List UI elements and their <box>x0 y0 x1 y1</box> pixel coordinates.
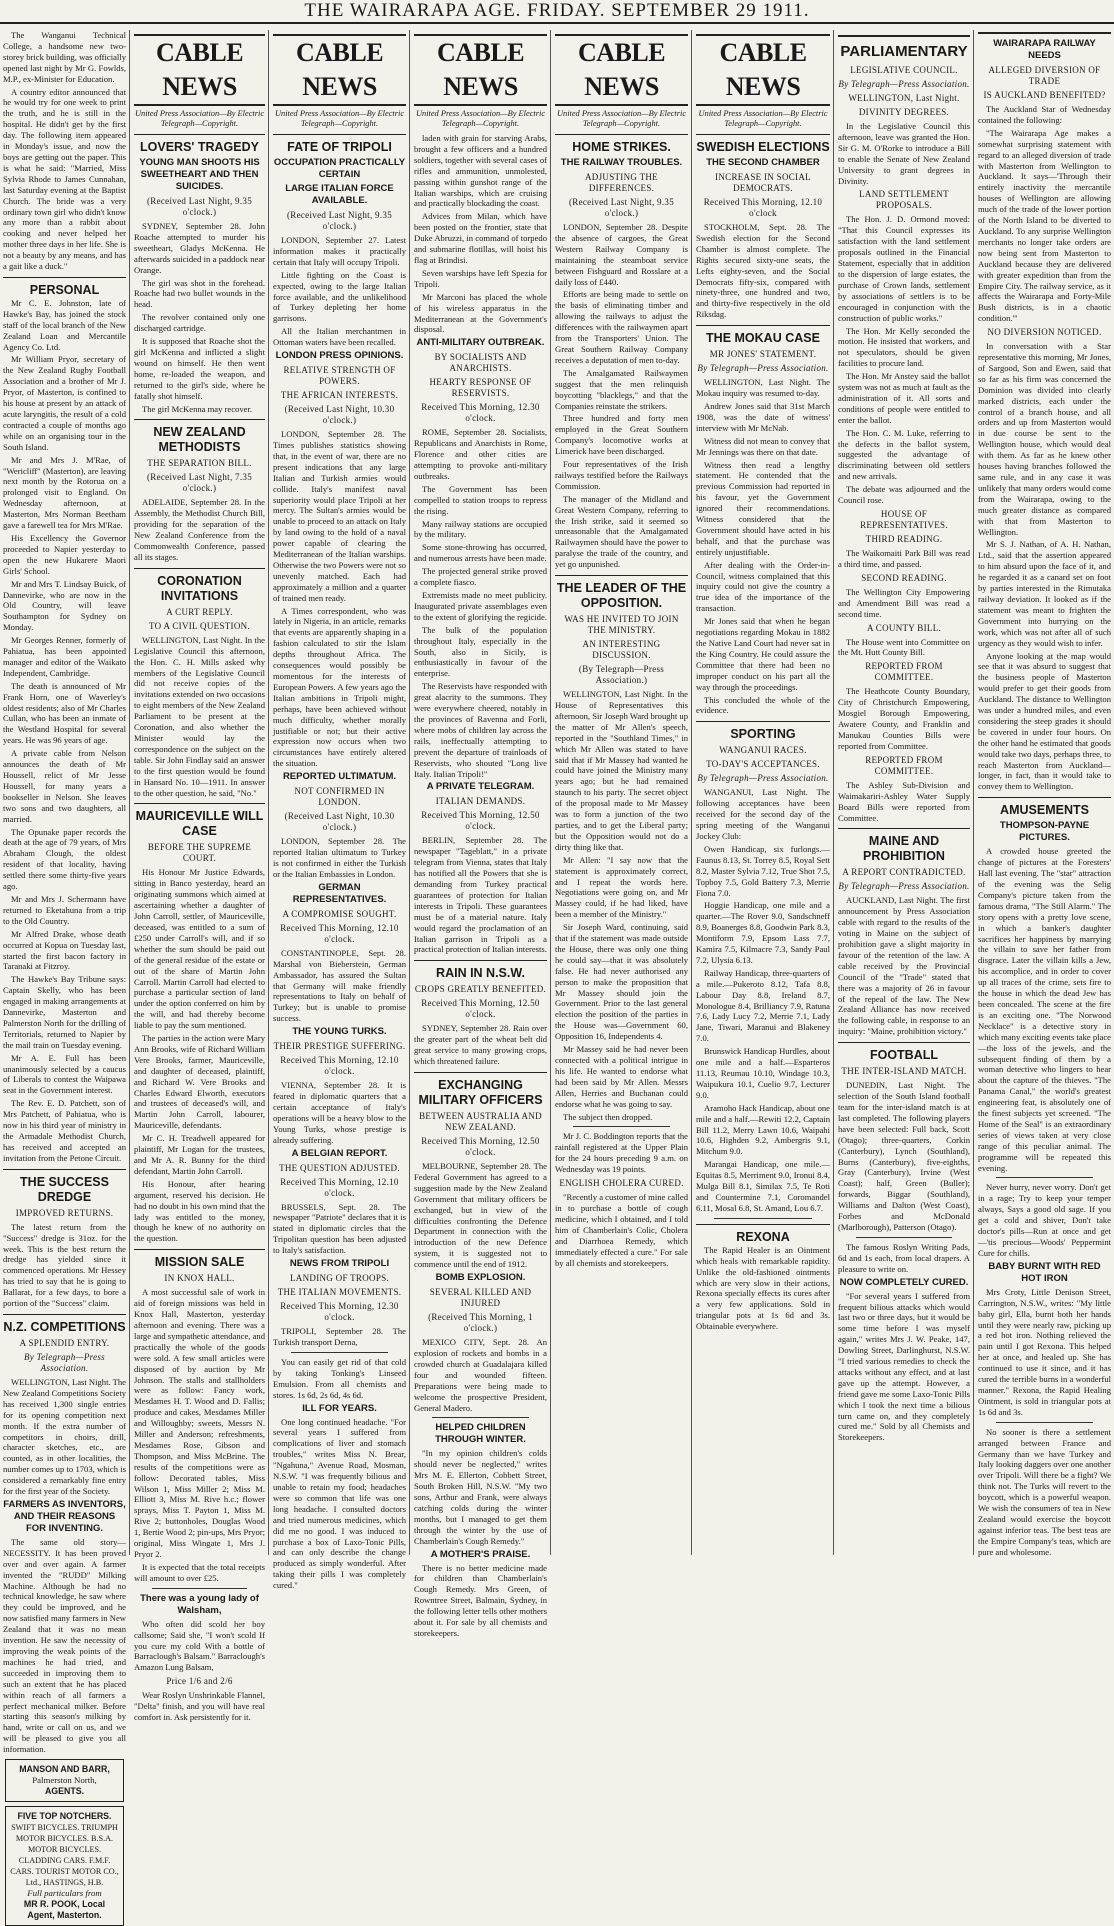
article-text: ADELAIDE, September 28. In the Assembly, the Methodist Church Bill, providing for the separation of the New Zealand Conference from the Commonwealth Conference, passed all its stages. <box>134 497 265 562</box>
divider <box>714 1218 812 1219</box>
section-heading: A PRIVATE TELEGRAM. <box>426 781 535 793</box>
article-text: The Amalgamated Railwaymen suggest that the men relinquish boycotting "blacklegs," and that the Companies reinstate the strikers. <box>555 367 688 411</box>
article-text: Mr S. J. Nathan, of A. H. Nathan, Ltd., said that the assertion appeared to him absurd upon the face of it, and he regarded it as a canard set on foot by parties interested in the Rimutaka railway deviation. It looked as if the statement was meant to frighten the Government into hurrying on the work, which was not after all of such urgency as they would wish to infer. <box>978 539 1111 648</box>
cable-news-banner: CABLE NEWS <box>696 34 830 106</box>
article-text: VIENNA, September 28. It is feared in diplomatic quarters that a certain acceptance of Italy's operations will be a heavy blow to the Young Turks, whose prestige is already suffering. <box>273 1080 406 1145</box>
byline: By Telegraph—Press Association. <box>697 773 829 784</box>
article-text: The debate was adjourned and the Council rose. <box>838 484 970 506</box>
article-text: BRUSSELS, Sept. 28. The newspaper "Patriote" declares that it is stated in diplomatic circles that the Tripolitan question has been adjusted to Italy's satisfaction. <box>273 1201 406 1256</box>
ad-heading: There was a young lady of Walsham, <box>140 1592 259 1616</box>
section-heading: LONDON PRESS OPINIONS. <box>275 350 404 362</box>
cable-news-banner: CABLE NEWS <box>273 34 406 106</box>
subheading: THE SECOND CHAMBER <box>706 157 820 168</box>
article-text: Mr Marconi has placed the whole of his wireless apparatus in the Mediterranean at the Government's disposal. <box>414 291 547 335</box>
article-text: The Hon. Mr Kelly seconded the motion. He insisted that workers, and not speculators, should be given facilities to procure land. <box>838 325 970 369</box>
column-6 <box>693 30 834 1555</box>
cable-news-banner: CABLE NEWS <box>555 34 688 106</box>
section-heading: PERSONAL <box>3 277 126 298</box>
section-heading: EXCHANGING MILITARY OFFICERS <box>414 1072 547 1108</box>
section-heading: N.Z. COMPETITIONS <box>3 1314 126 1335</box>
article-text: No sooner is there a settlement arranged between France and Germany than we have Turkey and Italy looking daggers over one another over Tripoli. Will there be a fight? We think not. The Turks will revert to the boycott, which is a powerful weapon. We wish the consumers of tea in New Zealand would exercise the boycott against inferior teas. The best teas are the Empire Company's teas, which are pure and wholesome. <box>978 1426 1111 1557</box>
article-text: After dealing with the Order-in-Council, witness complained that this inquiry could not give the country a true idea of the importance of the transaction. <box>696 559 830 614</box>
article-text: The latest return from the "Success" dredge is 31oz. for the week. This is the best return the dredge has yielded since it commenced operations. Mr Hessey has tried to say that he is going to Ballarat, for a few days, to bore a portion of the "Success" claim. <box>3 1221 126 1309</box>
article-text: His Honour, after hearing argument, reserved his decision. He had no doubt in his own mind that the lady was entitled to the money, though he knew of no authority on the question. <box>134 1178 265 1244</box>
article-text: The subject then dropped. <box>563 1111 653 1122</box>
article-text: A crowded house greeted the change of pictures at the Foresters' Hall last evening. The "star" attraction of the evening was the Selig Company's picture taken from the famous drama, "The Still Alarm." The story opens with a pretty love scene, in which a banker's daughter sacrifices her happiness by marrying the villain to save her father from disgrace. Later the villain kills a Jew, his accomplice, and in order to cover up all traces of the crime, sets fire to the house in which the dead Jew has been concealed. The scene at the fire is an exciting one. "The Norwood Necklace" is a detective story in which many exciting events take place—the loss of the jewels, and the subsequent finding of them by a woman detective who lingers to hear about the capture of the thieves. "The Panama Canal," the world's greatest engineering feat, is absolutely one of the finest subjects yet screened. "The Home of the Seal" is an extraordinary series of views taken at very close range of this peculiar animal. The programme will be repeated this evening. <box>978 846 1111 1173</box>
subheading: WANGANUI RACES. <box>719 745 807 756</box>
article-text: A most successful sale of work in aid of foreign missions was held in Knox Hall, Masterton, yesterday afternoon and evening. There was a large and sympathetic attendance, and practically the whole of the goods were sold. A few small articles were disposed of by auction by Mr Johnson. The stalls and stallholders were as follow: Fancy work, Mesdames H. T. Wood and D. Fallis; produce and cakes, Mesdames Miller and Willoughby; sweets, Messrs N. Miller and Anderson; refreshments, Mesdames Rose, Gibson and Thompson, and Miss McBrine. The results of the competitions were as follow: Decorated tables, Miss Wilson 1, Miss Miller 2; Miss M. Elliott 3, Miss M. Rive h.c.; flower sprays, Miss T. Payton 1, Miss M. Rive 2; buttonholes, Douglas Wood 1, Bertie Wood 2; pin-ups, Mrs Pryor; original, Miss Wingate 1, Mrs J. Pryor 2. <box>134 1287 265 1559</box>
article-text: Owen Handicap, six furlongs.—Faunus 8.13, St. Torrey 8.5, Royal Sett 8.2, Master Sylvia 7.12, True Shot 7.5, Topboy 7.5, Gold Battery 7.3, Merrie Fiona 7.0. <box>696 843 830 898</box>
subheading: A REPORT CONTRADICTED. <box>842 867 966 878</box>
article-text: Railway Handicap, three-quarters of a mile.—Pukeroto 8.12, Tafa 8.8, Labour Day 8.8, Ireland 8.7, Monologue 8.4, Brilliancy 7.9, Ratuna 7.6, Lady Lucy 7.2, Merrie 7.1, Lady Jane, Tiwari, Maranui and Blakeney 7.0. <box>696 967 830 1044</box>
divider <box>152 1588 247 1589</box>
article-text: The Ashley Sub-Division and Waimakariri-Ashley Water Supply Board Bills were reported from Committee. <box>838 779 970 823</box>
ad-text: Never hurry, never worry. Don't get in a rage; Try to keep your temper always, Says a good old sage. If you get a cold and shiver, Don't take doctor's pills—Run at once and get—'tis precious—Woods' Peppermint Cure for chills. <box>978 1182 1111 1258</box>
ad-heading: ILL FOR YEARS. <box>302 1402 377 1414</box>
subheading: THOMPSON-PAYNE PICTURES. <box>999 820 1090 844</box>
masthead: THE WAIRARAPA AGE. FRIDAY. SEPTEMBER 29 1911. <box>0 0 1114 24</box>
subheading: A COMPROMISE SOUGHT. <box>282 908 397 919</box>
article-text: LONDON, September 28. The reported Italian ultimatum to Turkey is not confirmed in either the Turkish or the Italian Embassies in London. <box>273 836 406 879</box>
article-text: laden with grain for starving Arabs, brought a few officers and a hundred soldiers, together with several cases of rifles and ammunition, unmolested, passing within gunshot range of the Italian warships, which are cruising and practically blockading the coast. <box>414 133 547 209</box>
article-text: Advices from Milan, which have been posted on the frontier, state that Duke Abruzzi, in command of torpedo and submarine flotillas, will hoist his flag at Brindisi. <box>414 211 547 265</box>
divider <box>996 1177 1093 1178</box>
article-text: His Excellency the Governor proceeded to Napier yesterday to open the new Hukarere Maori Girls' School. <box>3 532 126 576</box>
subheading: RELATIVE STRENGTH OF POWERS. <box>283 365 396 387</box>
article-text: Extremists made no meet publicity. Inaugurated private assemblages even to the extent of glorifying the regicide. <box>414 590 547 622</box>
subheading: LARGE ITALIAN FORCE AVAILABLE. <box>285 183 394 206</box>
ad-heading: HELPED CHILDREN THROUGH WINTER. <box>435 1422 526 1446</box>
section-heading: RAIN IN N.S.W. <box>414 960 547 981</box>
received-line: Received This Morning, 12.50 o'clock. <box>421 810 540 832</box>
article-text: His Honour Mr Justice Edwards, sitting in Banco yesterday, heard an originating summons which aimed at ascertaining whether a daughter of John Carroll, settler, of Mauriceville, deceased, was entitled to a sum of £250 under Carroll's will, and if so whether the sum should be paid out of the general residue of the estate or out of the share of Martin John Carroll. Martin Carroll had elected to purchase a particular section of land under the option conferred on him by the will, and had thereby become liable to pay the sum mentioned. <box>134 867 265 1031</box>
article-text: Mr Allen: "I say now that the statement is approximately correct, and I repeat the words here. Negotiations were going on, and Mr Massey could, if he had liked, have been a member of the Ministry." <box>555 854 688 920</box>
received-line: Received This Morning, 12.50 o'clock. <box>421 998 540 1020</box>
ad-text: There is no better medicine made for children than Chamberlain's Cough Remedy. Mrs Green, of Rowntree Street, Balmain, Sydney, in the following letter tells other mothers about it. For sale by all chemists and storekeepers. <box>414 1562 547 1638</box>
subheading: WAS HE INVITED TO JOIN THE MINISTRY. <box>564 614 679 636</box>
section-heading: FARMERS AS INVENTORS, AND THEIR REASONS FOR INVENTING. <box>3 1498 126 1534</box>
article-text: Aramoho Hack Handicap, about one mile and a half.—Rewiti 12.2, Captain Bill 11.2, Merry Lawn 10.6, Waipahi 10.6, Highden 9.2, Ambergris 9.1, Mitchum 9.0. <box>696 1102 830 1157</box>
subheading: YOUNG MAN SHOOTS HIS SWEETHEART AND THEN SUICIDES. <box>139 157 260 192</box>
received-line: Received This Morning, 12.10 o'clock. <box>280 1055 399 1077</box>
section-heading: MAINE AND PROHIBITION <box>838 828 970 864</box>
article-text: CONSTANTINOPLE, Sept. 28. Marshal von Bieberstein, German Ambassador, has assured the Sultan that Germany will make friendly representations to Italy on behalf of Turkey; but is unable to promise success. <box>273 947 406 1024</box>
article-text: A private cable from Nelson announces the death of Mr Houssell, relict of Mr Jesse Houssell, for many years a bookseller in Nelson. She leaves two sons and two daughters, all married. <box>3 748 126 824</box>
received-line: Received This Morning, 12.10 o'clock. <box>280 1176 399 1198</box>
subheading: OCCUPATION PRACTICALLY CERTAIN <box>273 157 406 180</box>
section-heading: THE SUCCESS DREDGE <box>3 1169 126 1205</box>
article-text: The Wellington City Empowering and Amendment Bill was read a second time. <box>838 586 970 619</box>
received-line: (Received This Morning, 1 o'clock.) <box>428 1312 533 1334</box>
article-text: "The Wairarapa Age makes a somewhat surprising statement with regard to an alleged diversion of trade with Masterton from Wellington to Auckland. It says—'Through their entirely inactivity the mercantile houses of Wellington are allowing much of the trade of the lower portion of the North Island to be diverted to Auckland. To any surprise Wellington merchants no longer take orders are now being sent from Masterton to Auckland because they are delivered with greater expedition than from the Empire City. The railway service, as it affects the Wairarapa and Forty-Mile Bush districts, is in a chaotic condition.'" <box>978 127 1111 324</box>
article-text: The Heathcote County Boundary, City of Christchurch Empowering, Mosgiel Borough Empowering, Awatere County, and Franklin and Manukau Counties Bills were reported from Committee. <box>838 686 970 751</box>
section-heading: LOVERS' TRAGEDY <box>134 134 265 155</box>
article-text: Mr J. C. Boddington reports that the rainfall registered at the Upper Plain for the 24 hours preceding 9 a.m. on Wednesday was 19 points. <box>555 1131 688 1175</box>
article-text: The Reservists have responded with great alacrity to the summons. They were everywhere cheered, notably in the provinces of Ravenna and Forli, where mobs of children lay across the rails, ineffectually attempting to prevent the departure of trainloads of Reservists, who shouted "Long live Italy. Italian Tripoli!" <box>414 681 547 779</box>
received-line: Received This Morning, 12.10 o'clock. <box>280 922 399 944</box>
subheading: SEVERAL KILLED AND INJURED <box>429 1287 532 1309</box>
article-text: Witness did not mean to convey that Mr Jennings was there on that date. <box>696 435 830 457</box>
section-heading: NEWS FROM TRIPOLI <box>289 1258 390 1270</box>
cable-subtitle: United Press Association—By Electric Telegraph—Copyright. <box>415 109 546 128</box>
ad-text: You can easily get rid of that cold by taking Tonking's Linseed Emulsion. From all chemists and stores. 1s 6d, 2s 6d, 4s 6d. <box>273 1356 406 1400</box>
article-text: The projected general strike proved a complete fiasco. <box>414 566 547 588</box>
article-text: The revolver contained only one discharged cartridge. <box>134 312 265 334</box>
ad-heading: NOW COMPLETELY CURED. <box>839 1276 969 1288</box>
article-text: TRIPOLI, September 28. The Turkish transport Derna, <box>273 1326 406 1347</box>
article-text: The Rev. E. D. Patchett, son of Mrs Patchett, of Pahiatua, who is now in his third year of ministry in the Armadale Methodist Church, has received and accepted an invitation from the Petone Circuit. <box>3 1098 126 1163</box>
article-text: Mr C. H. Treadwell appeared for plaintiff, Mr Logan for the trustees, and Mr A. R. Bunny for the third defendant, Martin John Carroll. <box>134 1133 265 1176</box>
subheading: AN INTERESTING DISCUSSION. <box>582 639 661 661</box>
byline: By Telegraph—Press Association. <box>838 79 970 89</box>
subheading: NOT CONFIRMED IN LONDON. <box>294 786 385 808</box>
ad-location: Palmerston North, <box>32 1775 97 1786</box>
section-heading: CORONATION INVITATIONS <box>134 568 265 604</box>
article-text: Mr and Mrs T. Lindsay Buick, of Dannevirke, who are now in the Old Country, will leave Southampton for Sydney on Monday. <box>3 578 126 633</box>
article-text: The Wanganui Technical College, a handsome new two-storey brick building, was officially opened last night by Mr G. Fowlds, M.P., ex-Minister for Education. <box>3 30 126 84</box>
article-text: The Government has been compelled to station troops to repress the rising. <box>414 483 547 516</box>
ad-text: One long continued headache. "For several years I suffered from complications of liver and stomach troubles," writes Miss N. Brear, "Ngahuna," Avenue Road, Mosman, N.S.W. "I was frequently bilious and unable to retain my food; headaches were so common that life was one long headache. I consulted doctors and tried numerous medicines, which did me no good. I was induced to purchase a box of Laxo-Tonic Pills, and can only describe the change produced as simply wonderful. After taking their pills I was completely cured." <box>273 1416 406 1591</box>
article-text: It is supposed that Roache shot the girl McKenna and inflicted a slight wound on himself. He then went home, re-loaded the weapon, and returned to the girl's side, where he fatally shot himself. <box>134 336 265 401</box>
article-text: Witness then read a lengthy statement. He contended that the previous Commission had reported in his favour, yet the Government ignored their recommendations. Witness considered that the Government should have acted in his behalf, and that the purchase was entirely unjustifiable. <box>696 459 830 557</box>
subheading: THE RAILWAY TROUBLES. <box>560 157 683 168</box>
subheading: NO DIVERSION NOTICED. <box>987 327 1102 338</box>
section-heading: THE YOUNG TURKS. <box>292 1026 387 1038</box>
article-text: SYDNEY, September 28. Rain over the greater part of the wheat belt did great service to many growing crops, which threatened failure. <box>414 1023 547 1067</box>
received-line: (Received Last Night, 9.35 o'clock.) <box>286 210 393 231</box>
article-text: The death is announced of Mr Frank Horn, one of Waverley's oldest residents; also of Mr Charles Cullan, who has been an inmate of the Westland Hospital for several years. He was 96 years of age. <box>3 680 126 746</box>
ad-text: Who often did scold her boy callsome; Said she, "I won't scold If you cure my cold With a bottle of Barraclough's Balsam." Barraclough's Amazon Lung Balsam, <box>134 1618 265 1673</box>
article-text: Mr Massey said he had never been connected with a political intrigue in his life. He wanted to endorse what had been said by Mr Allen. Messrs Allen, Herries and Buchanan could endorse what he was going to say. <box>555 1044 688 1109</box>
received-line: (Received Last Night, 10.30 o'clock.) <box>284 404 395 426</box>
subheading: THEIR PRESTIGE SUFFERING. <box>273 1041 406 1052</box>
article-text: Brunswick Handicap Hurdles, about one mile and a half.—Esparteros 11.13, Reumau 10.10, Windage 10.3, Waipukura 10.1, Cuelio 9.7, Lecturer 9.0. <box>696 1046 830 1100</box>
article-text: The girl McKenna may recover. <box>142 403 253 414</box>
ad-text: The famous Roslyn Writing Pads, 6d and 1s each, from local drapers. A pleasure to write on. <box>838 1241 970 1274</box>
subheading: INCREASE IN SOCIAL DEMOCRATS. <box>715 172 811 193</box>
article-text: Hoggie Handicap, one mile and a quarter.—The Rover 9.0, Sandschneff 8.9, Boanerges 8.8, Goodwin Park 8.3, Montiform 7.9, Epsom Lass 7.7, Kamira 7.5, Kilmacre 7.3, Sandy Paul 7.2, Ulysia 6.13. <box>696 900 830 965</box>
divider <box>996 1422 1093 1423</box>
subheading: ALLEGED DIVERSION OF TRADE <box>988 65 1101 86</box>
subheading: THE QUESTION ADJUSTED. <box>279 1162 400 1173</box>
subheading: TO-DAY'S ACCEPTANCES. <box>706 759 820 770</box>
article-text: The Hon. C. M. Luke, referring to the defects in the ballot system, suggested the advantage of discriminating between old settlers and new arrivals. <box>838 427 970 482</box>
ad-role: AGENTS. <box>44 1786 85 1797</box>
section-heading: HOME STRIKES. <box>555 134 688 155</box>
section-heading: A BELGIAN REPORT. <box>291 1147 388 1159</box>
ad-text: "For several years I suffered from frequent bilious attacks which would last two or three days, but it would be some time before I was myself again," writes Mrs J. W. Peake, 147, Dowling Street, Darlinghurst, N.S.W. "I tried various remedies to check the attacks without any effect, and at last gave up the attempt. However, a friend gave me some Laxo-Tonic Pills which I took the next time a bilious turn came on, and they completely cured me." Sold by all Chemists and Storekeepers. <box>838 1290 970 1443</box>
ad-text: Mrs Croty, Little Denison Street, Carrington, N.S.W., writes: "My little baby girl, Ella, burnt both her hands until they were nearly raw, picking up a red hot iron. Nothing relieved the pain until I got Rexona. This helped her at once, and healed up. She has continued to use it since, and it has cured the terrible burns in a wonderful manner." Rexona, the Rapid Healing Ointment, is sold in triangular pots at 1s 6d and 3s. <box>978 1286 1111 1417</box>
article-text: Mr A. E. Full has been unanimously selected by a caucus of Liberals to contest the Waipawa seat in the Government interest. <box>3 1052 126 1096</box>
article-text: The bulk of the population throughout Italy, especially in the South, also in Sicily, is enthusiastically in favour of the enterprise. <box>414 624 547 679</box>
ad-heading: ENGLISH CHOLERA CURED. <box>559 1178 684 1189</box>
subheading: IMPROVED RETURNS. <box>15 1207 114 1218</box>
article-text: Anyone looking at the map would see that it was absurd to suggest that the business people of Masterton would prefer to get their goods from Auckland. The distance to Wellington was under a hundred miles, and even considering the steep grades it should be covered in under four hours. On the other hand he estimated that goods would take two days, perhaps three, to reach Masterton from Auckland—longer, in fact, than it would take to convey them to Wellington. <box>978 650 1111 792</box>
article-text: Many railway stations are occupied by the military. <box>414 518 547 540</box>
ad-name: MANSON AND BARR, <box>19 1764 110 1775</box>
ad-price: Price 1/6 and 2/6 <box>166 1676 233 1687</box>
article-text: Mr William Pryor, secretary of the New Zealand Rugby Football Association and a brother of Mr J. Pryor, of Masterton, is confined to his house at present by an attack of acute laryngitis, the result of a cold contracted a couple of months ago while on an organising tour in the South Island. <box>3 354 126 452</box>
article-text: MELBOURNE, September 28. The Federal Government has agreed to a suggestion made by the New Zealand Government that military officers be exchanged, but in view of the difficulties confronting the Defence Department in connection with the introduction of the new Defence system, it is suggested not to commence until the end of 1912. <box>414 1161 547 1270</box>
section-heading: REPORTED ULTIMATUM. <box>282 771 397 783</box>
received-line: (Received Last Night, 9.35 o'clock.) <box>568 197 675 218</box>
section-heading: MAURICEVILLE WILL CASE <box>134 803 265 839</box>
ad-text: "In my opinion children's colds should never be neglected," writes Mrs M. E. Ellerton, Cobbett Street, South Broken Hill, N.S.W. "My two sons, Arthur and Frank, were always catching colds during the winter months, but I managed to get them through the winter by the use of Chamberlain's Cough Remedy." <box>414 1448 547 1546</box>
subheading: CROPS GREATLY BENEFITED. <box>414 984 547 995</box>
article-text: LONDON, September 28. Despite the absence of cargoes, the Great Western Railway Company is maintaining the steamboat service between Fishguard and Rosslare at a daily loss of £440. <box>555 222 688 287</box>
byline: By Telegraph—Press Association. <box>697 363 829 374</box>
article-text: The girl was shot in the forehead. Roache had two bullet wounds in the head. <box>134 277 265 310</box>
subheading: REPORTED FROM COMMITTEE. <box>865 661 943 683</box>
ad-agent: MR R. POOK, Local Agent, Masterton. <box>23 1899 106 1921</box>
received-line: Received This Morning, 12.10 o'clock <box>703 197 823 218</box>
byline: (By Telegraph—Press Association.) <box>578 664 665 686</box>
ad-text: The Rapid Healer is an Ointment which heals with remarkable rapidity. Unlike the old-fashioned ointments which are very slow in their actions, Rexona specially effects its cures after a very few applications. Sold in triangular pots at 1s 6d and 3s. Obtainable everywhere. <box>696 1244 830 1332</box>
article-text: In the Legislative Council this afternoon, leave was granted the Hon. Sir G. M. O'Rorke to introduce a Bill to enable the Senate of New Zealand University to grant degrees in Divinity. <box>838 121 970 186</box>
divider <box>573 1126 670 1127</box>
article-text: SYDNEY, September 28. John Roache attempted to murder his sweetheart, Gladys McKenna. He afterwards suicided in a paddock near Orange. <box>134 221 265 275</box>
subheading: REPORTED FROM COMMITTEE. <box>865 754 943 776</box>
ad-text: Wear Roslyn Unshrinkable Flannel, "Delta" finish, and you will have real comfort in. Ask persistently for it. <box>134 1690 265 1723</box>
section-heading: GERMAN REPRESENTATIVES. <box>292 881 387 905</box>
subheading: LAND SETTLEMENT PROPOSALS. <box>859 189 949 211</box>
article-text: The Auckland Star of Wednesday contained the following: <box>978 104 1111 125</box>
article-text: MEXICO CITY, Sept. 28. An explosion of rockets and bombs in a crowded church at Guadalajara killed four and wounded fifteen. Preparations were being made to welcome the prospective President, General Madero. <box>414 1337 547 1413</box>
subheading: MR JONES' STATEMENT. <box>709 349 817 360</box>
article-text: A Times correspondent, who was lately in Nigeria, in an article, remarks that events are apparently shaping in a fashion calculated to stir the Islam depths throughout Africa. The consequences would possibly be momentous for the interests of European Powers. A few years ago the Italian ambitions in Tripoli might, perhaps, have been achieved without much difficulty, whether morally justifiable or not; but their active expression now occurs when two circumstances have entirely altered the situation. <box>273 605 406 769</box>
subheading: A SPLENDID ENTRY. <box>19 1337 110 1348</box>
subheading: HOUSE OF REPRESENTATIVES. <box>860 509 948 530</box>
article-text: Three hundred and forty men employed in the Great Southern Company's locomotive works at Limerick have been discharged. <box>555 413 688 457</box>
subheading: IN KNOX HALL. <box>164 1273 235 1284</box>
section-heading: FATE OF TRIPOLI <box>273 134 406 155</box>
section-heading: PARLIAMENTARY <box>838 35 970 62</box>
subheading: A CURT REPLY. <box>166 606 233 617</box>
article-text: Little fighting on the Coast is expected, owing to the large Italian force available, and the unlikelihood of Turkey depleting her home garrisons. <box>273 269 406 324</box>
subheading: A COUNTY BILL. <box>866 622 942 633</box>
article-text: The parties in the action were Mary Ann Brooks, wife of Richard William Vere Brooks, farmer, Mauriceville, and daughter of deceased, plaintiff, and Richard W. Vere Brooks and Charles Edward Elworth, executors and trustees of deceased's will, and Martin John Carroll, labourer, Mauriceville, defendants. <box>134 1033 265 1131</box>
subheading: BY SOCIALISTS AND ANARCHISTS. <box>434 352 527 374</box>
section-heading: SPORTING <box>696 721 830 742</box>
cable-subtitle: United Press Association—By Electric Telegraph—Copyright. <box>556 109 687 128</box>
article-text: Some stone-throwing has occurred, and numerous arrests have been made. <box>414 542 547 564</box>
section-heading: FOOTBALL <box>838 1042 970 1063</box>
advertisement <box>5 1806 124 1926</box>
article-text: The manager of the Midland and Great Western Company, referring to the Irish strike, said it seemed so unreasonable that the Amalgamated Railwaymen should have the power to paralyse the trade of the country, and yet go unpunished. <box>555 493 688 570</box>
subheading: BEFORE THE SUPREME COURT. <box>147 842 252 864</box>
divider <box>291 1352 388 1353</box>
byline: By Telegraph—Press Association. <box>838 881 970 892</box>
subheading: IS AUCKLAND BENEFITED? <box>983 90 1106 100</box>
subheading: THE INTER-ISLAND MATCH. <box>841 1066 967 1077</box>
received-line: Received This Morning, 12.50 o'clock. <box>421 1136 540 1157</box>
article-text: Four representatives of the Irish railways testified before the Railways Commission. <box>555 459 688 491</box>
subheading: DIVINITY DEGREES. <box>858 107 950 117</box>
subheading: LEGISLATIVE COUNCIL. <box>850 65 958 75</box>
received-line: (Received Last Night, 10.30 o'clock.) <box>284 811 395 833</box>
article-text: WELLINGTON, Last Night. The New Zealand Competitions Society has received 1,300 single entries for its opening competition next month. If the extra number of competitors in choirs, drill, character sketches, etc., are counted, as in other localities, the number comes up to 1703, which is considered a remarkably fine entry for the first year of the Society. <box>3 1376 126 1497</box>
article-text: Mr and Mrs J. M'Rae, of "Wericliff" (Masterton), are leaving next month by the Rotorua on a prolonged visit to England. On Wednesday afternoon, at Masterton, Mrs Norman Beetham gave a farewell tea for Mrs M'Rae. <box>3 454 126 531</box>
column-2 <box>131 30 269 1723</box>
cable-news-banner: CABLE NEWS <box>134 34 265 106</box>
received-line: (Received Last Night, 7.35 o'clock.) <box>146 472 253 494</box>
section-heading: ANTI-MILITARY OUTBREAK. <box>416 337 545 349</box>
ad-text: Full particulars from <box>27 1888 102 1899</box>
column-4 <box>411 30 551 1638</box>
article-text: WANGANUI, Last Night. The following acceptances have been received for the second day of the spring meeting of the Wanganui Jockey Club: <box>696 787 830 841</box>
article-text: The Waikomaiti Park Bill was read a third time, and passed. <box>838 548 970 569</box>
article-text: LONDON, September 28. The Times publishes statistics showing that, in the event of war, there are no present indications that any large Italian and Turkish armies would collide. Italy's manifest naval superiority would place Tripoli at her mercy. The Sultan's armies would be unable to proceed to an attack on Italy by land owing to the hold of a naval power capable of clearing the Mediterranean of the Italian warships. Otherwise the two Powers were not so unevenly matched. Each had approximately a million and a quarter of trained men ready. <box>273 429 406 603</box>
subheading: ADJUSTING THE DIFFERENCES. <box>585 172 658 193</box>
article-text: Mr Georges Renner, formerly of Pahiatua, has been appointed manager and editor of the Waikato Independent, Cambridge. <box>3 635 126 678</box>
divider <box>856 1237 952 1238</box>
subheading: HEARTY RESPONSE OF RESERVISTS. <box>429 377 532 399</box>
advertisement <box>5 1759 124 1802</box>
article-text: Mr Jones said that when he began negotiations regarding Mokau in 1882 the Native Land Court had never sat in the King Country. He could assure the Committee that there had been no improper conduct on his part all the way through the proceedings. <box>696 616 830 692</box>
cable-news-banner: CABLE NEWS <box>414 34 547 106</box>
subheading: ITALIAN DEMANDS. <box>435 796 526 807</box>
article-text: The Hon. J. D. Ormond moved: "That this Council expresses its satisfaction with the land settlement proposals outlined in the Financial Statement, especially that in addition to the dispersion of large estates, the purchase of Crown lands, settlement by associations of settlers is to be encouraged in conjunction with the construction of public works." <box>838 214 970 323</box>
received-line: Received This Morning, 12.30 o'clock. <box>421 402 540 424</box>
article-text: BERLIN, September 28. The newspaper "Tageblatt," in a private telegram from Vienna, states that Italy has notified all the Powers that she is demanding from Turkey practical guarantees of protection for Italian interests in Tripoli. These guarantees must be of a material nature. Italy would regard the proclamation of an Italian garrison in Tripoli as a practical protection of Italian interests. <box>414 835 547 955</box>
received-line: (Received Last Night, 9.35 o'clock.) <box>146 196 253 217</box>
ad-title: FIVE TOP NOTCHERS. <box>17 1811 112 1822</box>
ad-body: SWIFT BICYCLES. TRIUMPH MOTOR BICYCLES. B.S.A. MOTOR BICYCLES. CLADDING CARS. F.M.F. CARS. TOURIST MOTOR CO., Ltd., HASTINGS, H.B. <box>10 1823 119 1888</box>
article-text: Marangai Handicap, one mile.—Equitas 8.5, Merriment 9.0, Ironui 8.4, Mulga Bill 8.1, Similax 7.5, Te Roti and Countermine 7.1, Coromandel 6.11, Mosal 6.8, St. Amand, Lou 6.7. <box>696 1159 830 1213</box>
article-text: Sir Joseph Ward, continuing, said that if the statement was made outside the House, there was only one thing he could say—that it was absolutely false. He had never authorised any person to make the proposition that Mr Massey should join the Government. Prior to the last general election the position of the parties in the House was—Government 60, Opposition 16, Independents 4. <box>555 922 688 1042</box>
article-text: The Hawke's Bay Tribune says: Captain Skelly, who has been engaged in making arrangements at Dannevirke, Masterton and Palmerston North for the drilling of Territorials, returned to Napier by the mail train on Tuesday evening. <box>3 974 126 1050</box>
article-text: Seven warships have left Spezia for Tripoli. <box>414 267 547 289</box>
cable-subtitle: United Press Association—By Electric Telegraph—Copyright. <box>274 109 405 128</box>
article-text: The House went into Committee on the Mt. Hutt County Bill. <box>838 636 970 658</box>
section-heading: BOMB EXPLOSION. <box>435 1272 526 1284</box>
ad-heading: BABY BURNT WITH RED HOT IRON <box>988 1260 1101 1284</box>
article-text: This concluded the whole of the evidence. <box>696 694 830 716</box>
article-text: All the Italian merchantmen in Ottoman waters have been recalled. <box>273 326 406 348</box>
subheading: BETWEEN AUSTRALIA AND NEW ZEALAND. <box>419 1111 542 1132</box>
subheading: THIRD READING. <box>865 534 943 544</box>
ad-text: "Recently a customer of mine called in to purchase a bottle of cough medicine, which I obtained, and I told him of Chamberlain's Colic, Cholera and Diarrhoea Remedy, which immediately effected a cure." For sale by all chemists and storekeepers. <box>555 1192 688 1268</box>
cable-subtitle: United Press Association—By Electric Telegraph—Copyright. <box>134 109 265 128</box>
article-text: WELLINGTON, Last Night. In the House of Representatives this afternoon, Sir Joseph Ward brought up the matter of Mr Allen's speech, reported in the "Southland Times," in which Mr Allen was stated to have said that if Mr Massey had wanted he could have joined the Ministry many years ago; but he had remained staunch to his party. The secret object of the proposal made to Mr Massey was to form a junction of the two parties, and to get the Liberal party; but the Opposition would not do a dirty thing like that. <box>555 689 688 852</box>
subheading: LANDING OF TROOPS. <box>290 1273 389 1284</box>
section-heading: SWEDISH ELECTIONS <box>696 134 830 155</box>
subheading: THE SEPARATION BILL. <box>147 458 252 469</box>
column-7 <box>835 30 974 1555</box>
ad-heading: REXONA <box>696 1224 830 1245</box>
article-text: AUCKLAND, Last Night. The first announcement by Press Association cable with regard to the results of the voting in Maine on the subject of prohibition gave a slight majority in favour of the retention of the law. A cable received by the Provincial Council of the "Trade" stated that there was a majority of 26 in favour of the repeal of the law. The New Zealand Alliance has now received the following cable, in response to an inquiry: "Maine, prohibition victory." <box>838 895 970 1037</box>
article-text: Efforts are being made to settle on the basis of eliminating timber and allowing the railways to adjust the differences with the railwaymen apart from the Transporters' Union. The Great Southern Railway Company receives a deputation of men to-day. <box>555 289 688 365</box>
section-heading: THE LEADER OF THE OPPOSITION. <box>555 575 688 611</box>
article-text: WELLINGTON, Last Night. In the Legislative Council this afternoon, the Hon. C. H. Mills asked why members of the Legislative Council did not receive copies of the invitations extended on two occasions to eight members of the New Zealand Parliament to be present at the Coronation, and also whether the Minister would lay the correspondence on the subject on the table. Sir John Findlay said an answer to the first question would be found in Hansard No. 10—1911. In answer to the other question, he said, "No." <box>134 634 265 798</box>
article-text: Andrew Jones said that 31st March 1908, was the date of witness' interview with Mr McNab. <box>696 400 830 433</box>
column-3 <box>270 30 410 1591</box>
divider <box>432 1417 529 1418</box>
article-text: The same old story—NECESSITY. It has been proved over and over again. A farmer invented the "RUDD" Milking Machine. Although he had no technical knowledge, he saw where they could be improved, and he now satisfied many farmers in New Zealand that it was no mean invention. He saw the necessity of improving the weak points of the machines he had tried, and succeeded in improving them to such an extent that he has placed within reach of all farmers a perfect mechanical milker. Before starting this season's milking by hand, write or call on us, and we will be pleased to give you all information. <box>3 1536 126 1755</box>
section-heading: THE MOKAU CASE <box>696 325 830 346</box>
article-text: Mr Alfred Drake, whose death occurred at Kopua on Tuesday last, started the first bacon factory in Taranaki at Fitzroy. <box>3 928 126 972</box>
received-line: Received This Morning, 12.30 o'clock. <box>280 1301 399 1323</box>
article-text: The Opunake paper records the death at the age of 79 years, of Mrs Abraham Clough, the oldest resident of that locality, having settled there some thirty-five years ago. <box>3 826 126 892</box>
subheading: TO A CIVIL QUESTION. <box>149 620 250 631</box>
article-text: LONDON, September 27. Latest information makes it practically certain that Italy will occupy Tripoli. <box>273 235 406 267</box>
article-text: Mr and Mrs J. Schermann have returned to Eketahuna from a trip to the Old Country. <box>3 893 126 926</box>
article-text: A country editor announced that he would try for one week to print the truth, and he is still in the hospital. He didn't get by the first day. The following item appeared in Monday's issue, and now the boys are getting out the paper. This is what he said: "Married, Miss Sylvia Rhode to James Cunnahan, last Saturday evening at the Baptist Church. The bride was a very ordinary town girl who didn't know any more than a rabbit about cooking and never helped her mother three days in her life. She is not a beauty by any means, and has a gait like a duck." <box>3 86 126 272</box>
article-text: WELLINGTON, Last Night. The Mokau inquiry was resumed to-day. <box>696 377 830 399</box>
section-heading: NEW ZEALAND METHODISTS <box>134 419 265 455</box>
article-text: The Hon. Mr Anstey said the ballot system was not as much at fault as the administration of it. All sorts and conditions of people were entitled to enter the ballot. <box>838 371 970 425</box>
section-heading: MISSION SALE <box>134 1249 265 1270</box>
column-1 <box>0 30 130 1921</box>
column-5 <box>552 30 692 1555</box>
section-heading: WAIRARAPA RAILWAY NEEDS <box>978 32 1111 62</box>
column-8 <box>975 30 1114 1555</box>
subheading: THE ITALIAN MOVEMENTS. <box>277 1287 402 1298</box>
article-text: Mr C. E. Johnston, late of Hawke's Bay, has joined the stock staff of the local branch of the New Zealand Loan and Mercantile Agency Co. Ltd. <box>3 297 126 352</box>
subheading: THE AFRICAN INTERESTS. <box>280 390 399 401</box>
ad-heading: A MOTHER'S PRAISE. <box>430 1548 531 1560</box>
section-heading: AMUSEMENTS <box>978 797 1111 818</box>
dateline: WELLINGTON, Last Night. <box>848 93 960 103</box>
article-text: STOCKHOLM, Sept. 28. The Swedish election for the Second Chamber is almost complete. The Rights secured sixty-one seats, the Lefts eighty-seven, and the Social Democrats fifty-six, compared with ninety-three, one hundred and two, and thirty-five respectively in the old Riksdag. <box>696 222 830 320</box>
byline: By Telegraph—Press Association. <box>24 1351 105 1373</box>
article-text: DUNEDIN, Last Night. The selection of the South Island football team for the inter-island match is at last completed. The following players have been selected: Full back, Scott (Otago); three-quarters, Corkin (Canterbury), Lynch (Southland), Burns (Canterbury), five-eighths, Gray (Canterbury), Irvine (West Coast); half, Green (Buller); forwards, Biggar (Southland), Williams and Dalton (West Coast), Forbes and McDonald (Marlborough), Patterson (Otago). <box>838 1080 970 1232</box>
article-text: ROME, September 28. Socialists, Republicans and Anarchists in Rome, Florence and other cities are attempting to provoke anti-military outbreaks. <box>414 427 547 481</box>
article-text: In conversation with a Star representative this morning, Mr Jones, of Sargood, Son and Ewen, said that so far as his firm was concerned the Dominion was divided into clearly marked districts, each under the control of a branch house, and all orders and up from Masterton would in due course be sent to the Wellington house, which would deal with them. As far as he knew other houses having branches followed the same rule, and in any case it was unlikely that many orders would come from the Wairarapa, owing to the much greater distance as compared with that from Masterton to Wellington. <box>978 341 1111 537</box>
cable-subtitle: United Press Association—By Electric Telegraph—Copyright. <box>698 109 828 128</box>
subheading: SECOND READING. <box>861 572 947 583</box>
article-text: It is expected that the total receipts will amount to over £25. <box>134 1561 265 1583</box>
